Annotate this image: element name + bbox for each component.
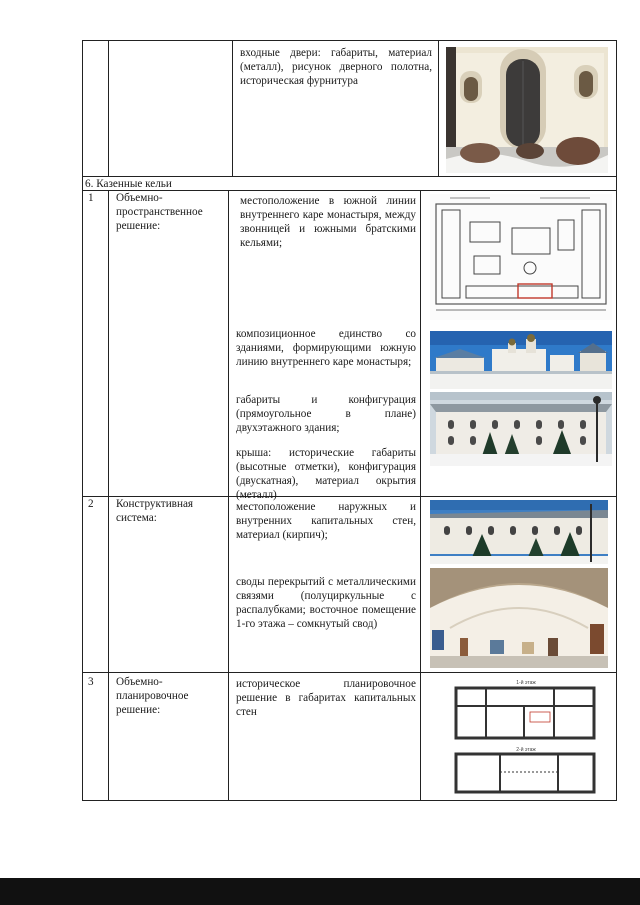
- door-photo: [446, 47, 608, 173]
- row-1-item-1: местоположение в южной линии внутреннего каре монастыря, между звонницей и южными братскими кельями;: [240, 195, 416, 249]
- floor-plans-drawing: [446, 676, 606, 796]
- col-divider-1: [108, 40, 109, 176]
- col-divider-3b: [420, 190, 421, 800]
- table-border-right: [616, 40, 617, 800]
- section-title: 6. Казенные кельи: [85, 178, 172, 190]
- scan-edge-bar: [0, 878, 640, 905]
- door-description: входные двери: габариты, материал (металл), рисунок дверного полотна, историческая фурнитура: [240, 47, 432, 87]
- table-border-left: [82, 40, 83, 800]
- row-2-number: 2: [88, 498, 94, 510]
- col-divider-3: [438, 40, 439, 176]
- site-plan-image: [430, 194, 612, 320]
- walls-photo: [430, 500, 608, 564]
- table-border-bottom: [82, 800, 617, 801]
- floor-2-label: 2-й этаж: [516, 747, 536, 753]
- col-divider-2b: [228, 190, 229, 800]
- row-2-name: Конструктивная система:: [116, 498, 194, 524]
- col-divider-2: [232, 40, 233, 176]
- col-divider-1b: [108, 190, 109, 800]
- floor-1-label: 1-й этаж: [516, 680, 536, 686]
- row-3-number: 3: [88, 676, 94, 688]
- row-1-item-3: габариты и конфигурация (прямоугольное в плане) двухэтажного здания;: [236, 394, 416, 434]
- row-1-item-4: крыша: исторические габариты (высотные отметки), конфигурация (двускатная), материал окрытия (металл): [236, 447, 416, 501]
- vault-interior-photo: [430, 568, 608, 668]
- building-facade-photo: [430, 392, 612, 466]
- ensemble-photo: [430, 331, 612, 389]
- table-border-top: [82, 40, 617, 41]
- row-2-item-1: местоположение наружных и внутренних капитальных стен, материал (кирпич);: [236, 501, 416, 541]
- row-3-item-1: историческое планировочное решение в габаритах капитальных стен: [236, 678, 416, 718]
- row-1-number: 1: [88, 192, 94, 204]
- row-3-name: Объемно-планировочное решение:: [116, 676, 189, 716]
- row-1-name: Объемно-пространственное решение:: [116, 192, 203, 232]
- row-1-item-2: композиционное единство со зданиями, формирующими южную линию внутреннего каре монастыря;: [236, 328, 416, 368]
- row-2-item-2: своды перекрытий с металлическими связями (полуциркульные с распалубками; восточное помещение 1-го этажа – сомкнутый свод): [236, 576, 416, 630]
- row-2-bottom: [82, 672, 617, 673]
